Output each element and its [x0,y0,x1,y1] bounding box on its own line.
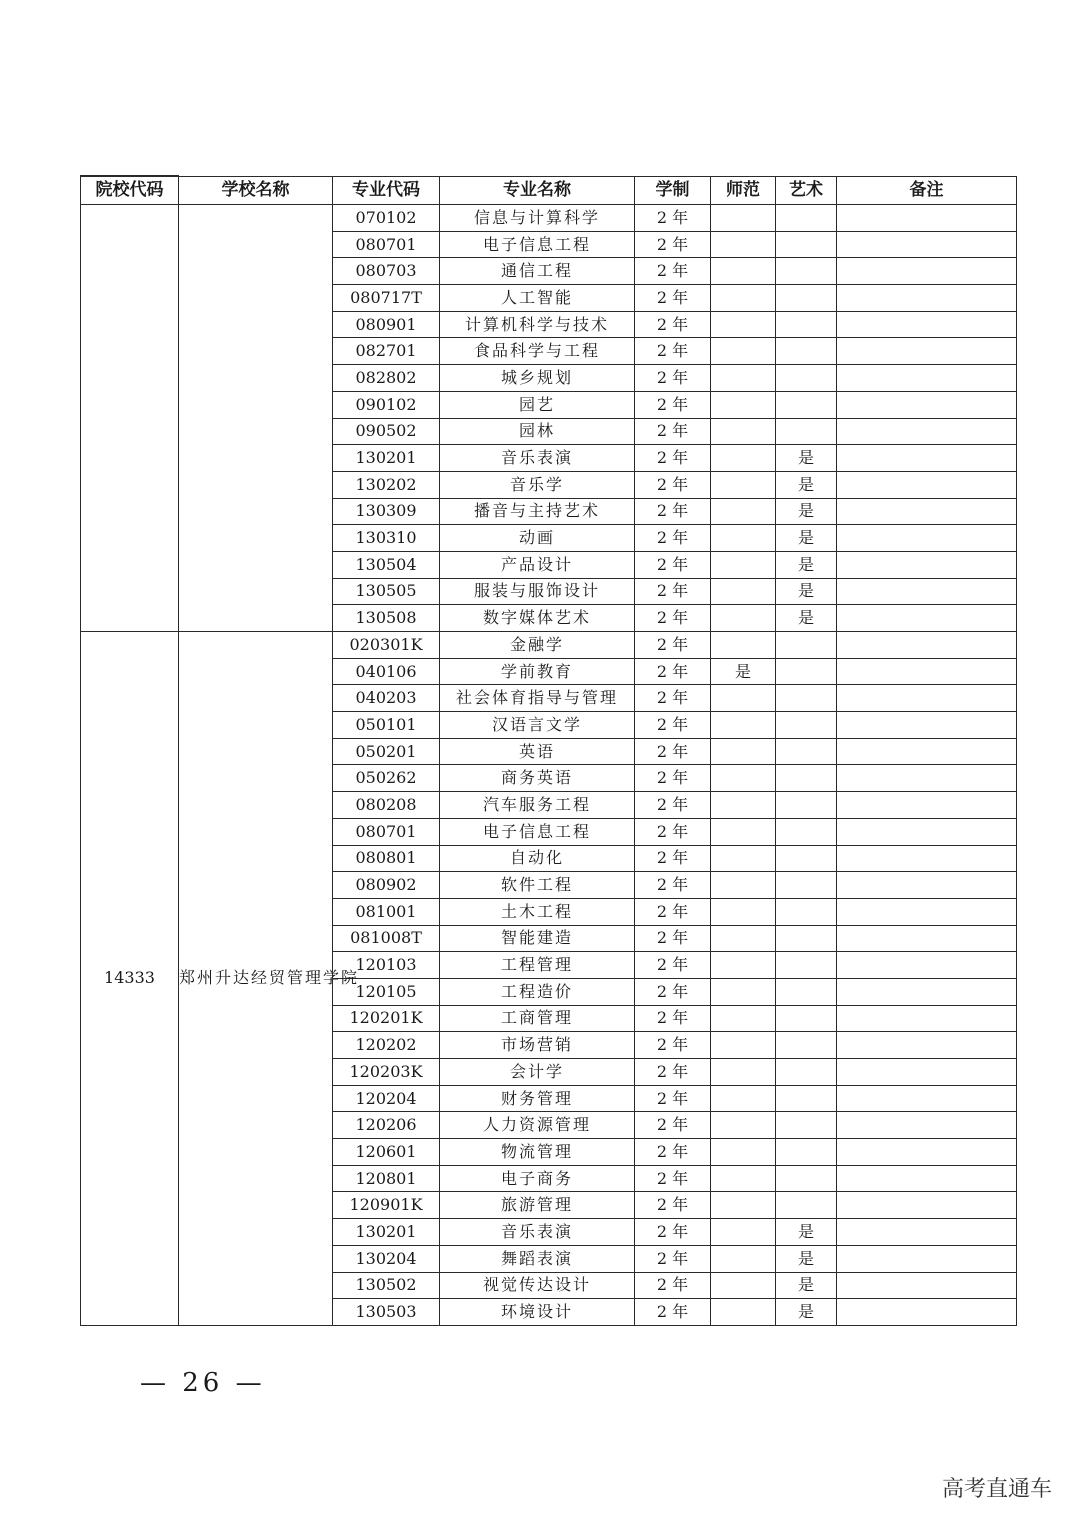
duration-cell: 2 年 [635,338,711,365]
column-header: 艺术 [776,176,837,205]
major-name-cell: 汉语言文学 [440,712,635,739]
teacher-flag-cell [711,1059,776,1086]
major-code-cell: 050262 [333,765,440,792]
note-cell [837,578,1017,605]
art-flag-cell [776,258,837,285]
art-flag-cell: 是 [776,551,837,578]
duration-cell: 2 年 [635,1245,711,1272]
note-cell [837,445,1017,472]
teacher-flag-cell [711,285,776,312]
art-flag-cell [776,765,837,792]
major-code-cell: 080701 [333,818,440,845]
note-cell [837,498,1017,525]
major-name-cell: 工程造价 [440,978,635,1005]
note-cell [837,1085,1017,1112]
note-cell [837,1245,1017,1272]
major-code-cell: 120901K [333,1192,440,1219]
note-cell [837,792,1017,819]
major-name-cell: 英语 [440,738,635,765]
art-flag-cell [776,632,837,659]
duration-cell: 2 年 [635,738,711,765]
major-name-cell: 通信工程 [440,258,635,285]
note-cell [837,1272,1017,1299]
column-header: 师范 [711,176,776,205]
teacher-flag-cell [711,765,776,792]
major-code-cell: 040203 [333,685,440,712]
duration-cell: 2 年 [635,952,711,979]
duration-cell: 2 年 [635,685,711,712]
art-flag-cell [776,418,837,445]
art-flag-cell [776,658,837,685]
major-code-cell: 130508 [333,605,440,632]
major-code-cell: 080902 [333,872,440,899]
art-flag-cell [776,1059,837,1086]
school-code-cell [81,205,179,632]
note-cell [837,898,1017,925]
major-name-cell: 人力资源管理 [440,1112,635,1139]
major-name-cell: 土木工程 [440,898,635,925]
art-flag-cell: 是 [776,578,837,605]
duration-cell: 2 年 [635,658,711,685]
teacher-flag-cell [711,471,776,498]
art-flag-cell [776,1005,837,1032]
note-cell [837,818,1017,845]
major-code-cell: 080701 [333,231,440,258]
duration-cell: 2 年 [635,1165,711,1192]
note-cell [837,952,1017,979]
duration-cell: 2 年 [635,1299,711,1326]
note-cell [837,658,1017,685]
major-name-cell: 金融学 [440,632,635,659]
art-flag-cell [776,818,837,845]
art-flag-cell: 是 [776,1245,837,1272]
major-name-cell: 自动化 [440,845,635,872]
note-cell [837,1219,1017,1246]
major-name-cell: 播音与主持艺术 [440,498,635,525]
duration-cell: 2 年 [635,1032,711,1059]
major-code-cell: 130504 [333,551,440,578]
teacher-flag-cell [711,205,776,232]
school-name-cell: 郑州升达经贸管理学院 [179,632,333,1326]
table-row [81,205,1017,232]
major-code-cell: 050101 [333,712,440,739]
column-header: 院校代码 [81,176,179,205]
major-code-cell: 090102 [333,391,440,418]
major-code-cell: 120203K [333,1059,440,1086]
duration-cell: 2 年 [635,1219,711,1246]
duration-cell: 2 年 [635,845,711,872]
major-code-cell: 050201 [333,738,440,765]
teacher-flag-cell [711,391,776,418]
major-code-cell: 081008T [333,925,440,952]
art-flag-cell [776,685,837,712]
teacher-flag-cell [711,498,776,525]
duration-cell: 2 年 [635,525,711,552]
teacher-flag-cell [711,712,776,739]
art-flag-cell [776,1192,837,1219]
major-name-cell: 园林 [440,418,635,445]
art-flag-cell [776,845,837,872]
note-cell [837,738,1017,765]
duration-cell: 2 年 [635,418,711,445]
major-name-cell: 音乐学 [440,471,635,498]
page-number: — 26 — [140,1368,266,1398]
teacher-flag-cell [711,231,776,258]
major-code-cell: 120801 [333,1165,440,1192]
teacher-flag-cell [711,1272,776,1299]
duration-cell: 2 年 [635,471,711,498]
note-cell [837,418,1017,445]
school-code-cell: 14333 [81,632,179,1326]
duration-cell: 2 年 [635,818,711,845]
header-row [81,176,1017,205]
major-code-cell: 120204 [333,1085,440,1112]
note-cell [837,845,1017,872]
major-code-cell: 130202 [333,471,440,498]
major-name-cell: 产品设计 [440,551,635,578]
teacher-flag-cell [711,978,776,1005]
column-header: 备注 [837,176,1017,205]
major-code-cell: 080208 [333,792,440,819]
teacher-flag-cell [711,898,776,925]
column-header: 专业名称 [440,176,635,205]
major-name-cell: 环境设计 [440,1299,635,1326]
art-flag-cell [776,925,837,952]
teacher-flag-cell [711,792,776,819]
major-name-cell: 市场营销 [440,1032,635,1059]
art-flag-cell [776,311,837,338]
art-flag-cell [776,365,837,392]
art-flag-cell: 是 [776,445,837,472]
art-flag-cell [776,205,837,232]
duration-cell: 2 年 [635,285,711,312]
duration-cell: 2 年 [635,578,711,605]
major-name-cell: 服装与服饰设计 [440,578,635,605]
major-name-cell: 商务英语 [440,765,635,792]
teacher-flag-cell [711,418,776,445]
teacher-flag-cell [711,338,776,365]
major-name-cell: 信息与计算科学 [440,205,635,232]
major-code-cell: 120201K [333,1005,440,1032]
school-name-cell [179,205,333,632]
major-code-cell: 040106 [333,658,440,685]
teacher-flag-cell [711,1112,776,1139]
art-flag-cell [776,1139,837,1166]
note-cell [837,605,1017,632]
note-cell [837,258,1017,285]
major-code-cell: 130201 [333,1219,440,1246]
major-name-cell: 学前教育 [440,658,635,685]
duration-cell: 2 年 [635,1112,711,1139]
duration-cell: 2 年 [635,205,711,232]
major-code-cell: 130502 [333,1272,440,1299]
duration-cell: 2 年 [635,311,711,338]
art-flag-cell: 是 [776,605,837,632]
note-cell [837,525,1017,552]
art-flag-cell: 是 [776,471,837,498]
duration-cell: 2 年 [635,792,711,819]
duration-cell: 2 年 [635,365,711,392]
duration-cell: 2 年 [635,1005,711,1032]
major-code-cell: 130505 [333,578,440,605]
teacher-flag-cell [711,845,776,872]
major-code-cell: 130309 [333,498,440,525]
note-cell [837,551,1017,578]
major-code-cell: 090502 [333,418,440,445]
note-cell [837,1139,1017,1166]
major-code-cell: 080901 [333,311,440,338]
duration-cell: 2 年 [635,551,711,578]
major-name-cell: 社会体育指导与管理 [440,685,635,712]
teacher-flag-cell [711,445,776,472]
teacher-flag-cell [711,685,776,712]
note-cell [837,338,1017,365]
major-name-cell: 数字媒体艺术 [440,605,635,632]
major-name-cell: 财务管理 [440,1085,635,1112]
table-body [81,205,1017,1326]
teacher-flag-cell [711,925,776,952]
teacher-flag-cell [711,818,776,845]
major-code-cell: 082701 [333,338,440,365]
duration-cell: 2 年 [635,978,711,1005]
note-cell [837,1165,1017,1192]
duration-cell: 2 年 [635,632,711,659]
major-code-cell: 020301K [333,632,440,659]
note-cell [837,872,1017,899]
note-cell [837,231,1017,258]
teacher-flag-cell [711,1192,776,1219]
note-cell [837,285,1017,312]
major-name-cell: 汽车服务工程 [440,792,635,819]
duration-cell: 2 年 [635,1192,711,1219]
duration-cell: 2 年 [635,391,711,418]
teacher-flag-cell [711,1245,776,1272]
major-code-cell: 130201 [333,445,440,472]
duration-cell: 2 年 [635,445,711,472]
duration-cell: 2 年 [635,1059,711,1086]
note-cell [837,1005,1017,1032]
teacher-flag-cell [711,311,776,338]
major-name-cell: 软件工程 [440,872,635,899]
watermark: 高考直通车 [941,1477,1052,1502]
major-code-cell: 120202 [333,1032,440,1059]
major-code-cell: 080801 [333,845,440,872]
note-cell [837,632,1017,659]
teacher-flag-cell [711,1219,776,1246]
duration-cell: 2 年 [635,765,711,792]
duration-cell: 2 年 [635,258,711,285]
teacher-flag-cell [711,578,776,605]
art-flag-cell: 是 [776,525,837,552]
major-name-cell: 视觉传达设计 [440,1272,635,1299]
art-flag-cell [776,978,837,1005]
note-cell [837,765,1017,792]
teacher-flag-cell: 是 [711,658,776,685]
major-code-cell: 120601 [333,1139,440,1166]
major-code-cell: 080703 [333,258,440,285]
major-name-cell: 物流管理 [440,1139,635,1166]
major-name-cell: 人工智能 [440,285,635,312]
art-flag-cell [776,712,837,739]
duration-cell: 2 年 [635,498,711,525]
major-code-cell: 120105 [333,978,440,1005]
major-code-cell: 080717T [333,285,440,312]
table-row [81,632,1017,659]
column-header: 专业代码 [333,176,440,205]
duration-cell: 2 年 [635,712,711,739]
art-flag-cell [776,285,837,312]
column-header: 学校名称 [179,176,333,205]
major-name-cell: 会计学 [440,1059,635,1086]
note-cell [837,1059,1017,1086]
major-name-cell: 智能建造 [440,925,635,952]
art-flag-cell [776,898,837,925]
duration-cell: 2 年 [635,1139,711,1166]
note-cell [837,471,1017,498]
major-name-cell: 园艺 [440,391,635,418]
note-cell [837,391,1017,418]
note-cell [837,712,1017,739]
art-flag-cell [776,1165,837,1192]
teacher-flag-cell [711,1165,776,1192]
teacher-flag-cell [711,1139,776,1166]
duration-cell: 2 年 [635,231,711,258]
note-cell [837,685,1017,712]
major-code-cell: 081001 [333,898,440,925]
teacher-flag-cell [711,632,776,659]
duration-cell: 2 年 [635,1085,711,1112]
major-name-cell: 电子信息工程 [440,818,635,845]
note-cell [837,205,1017,232]
teacher-flag-cell [711,738,776,765]
art-flag-cell: 是 [776,1299,837,1326]
major-code-cell: 130503 [333,1299,440,1326]
major-name-cell: 舞蹈表演 [440,1245,635,1272]
major-code-cell: 120206 [333,1112,440,1139]
note-cell [837,1299,1017,1326]
art-flag-cell: 是 [776,498,837,525]
column-header: 学制 [635,176,711,205]
duration-cell: 2 年 [635,925,711,952]
major-name-cell: 食品科学与工程 [440,338,635,365]
teacher-flag-cell [711,1085,776,1112]
major-code-cell: 082802 [333,365,440,392]
art-flag-cell [776,952,837,979]
note-cell [837,1112,1017,1139]
note-cell [837,311,1017,338]
teacher-flag-cell [711,365,776,392]
art-flag-cell [776,1112,837,1139]
teacher-flag-cell [711,605,776,632]
note-cell [837,1192,1017,1219]
major-name-cell: 动画 [440,525,635,552]
major-code-cell: 130204 [333,1245,440,1272]
major-name-cell: 旅游管理 [440,1192,635,1219]
teacher-flag-cell [711,952,776,979]
art-flag-cell [776,872,837,899]
art-flag-cell [776,1085,837,1112]
art-flag-cell [776,231,837,258]
major-name-cell: 城乡规划 [440,365,635,392]
art-flag-cell [776,738,837,765]
major-code-cell: 130310 [333,525,440,552]
art-flag-cell [776,792,837,819]
teacher-flag-cell [711,551,776,578]
teacher-flag-cell [711,525,776,552]
duration-cell: 2 年 [635,898,711,925]
teacher-flag-cell [711,258,776,285]
major-name-cell: 电子商务 [440,1165,635,1192]
major-name-cell: 计算机科学与技术 [440,311,635,338]
duration-cell: 2 年 [635,605,711,632]
teacher-flag-cell [711,1032,776,1059]
art-flag-cell [776,1032,837,1059]
art-flag-cell: 是 [776,1272,837,1299]
major-name-cell: 音乐表演 [440,1219,635,1246]
major-name-cell: 工程管理 [440,952,635,979]
major-name-cell: 工商管理 [440,1005,635,1032]
note-cell [837,365,1017,392]
majors-table [80,175,1017,1326]
art-flag-cell [776,338,837,365]
note-cell [837,925,1017,952]
art-flag-cell [776,391,837,418]
teacher-flag-cell [711,1005,776,1032]
art-flag-cell: 是 [776,1219,837,1246]
duration-cell: 2 年 [635,1272,711,1299]
note-cell [837,1032,1017,1059]
duration-cell: 2 年 [635,872,711,899]
note-cell [837,978,1017,1005]
major-name-cell: 电子信息工程 [440,231,635,258]
major-code-cell: 120103 [333,952,440,979]
teacher-flag-cell [711,872,776,899]
major-name-cell: 音乐表演 [440,445,635,472]
teacher-flag-cell [711,1299,776,1326]
major-code-cell: 070102 [333,205,440,232]
